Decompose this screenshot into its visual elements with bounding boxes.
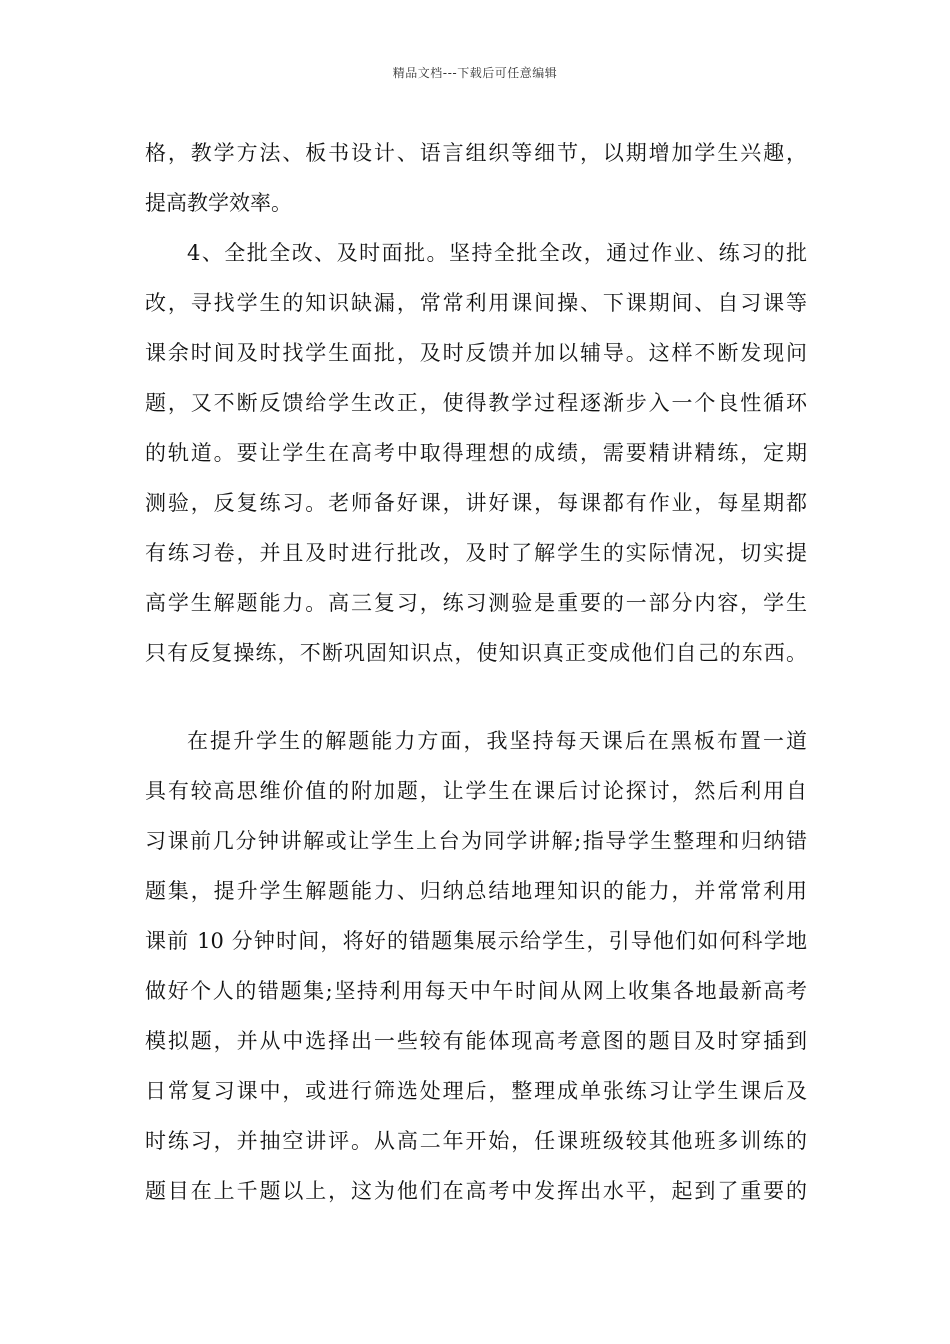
text-line: 题集，提升学生解题能力、归纳总结地理知识的能力，并常常利用 [145, 879, 807, 903]
text-line: 提高教学效率。 [145, 191, 292, 215]
text-line: 习课前几分钟讲解或让学生上台为同学讲解;指导学生整理和归纳错 [145, 829, 807, 853]
text-line: 课前 10 分钟时间，将好的错题集展示给学生，引导他们如何科学地 [145, 929, 807, 953]
paragraph-3 [145, 716, 807, 1216]
text-line: 测验，反复练习。老师备好课，讲好课，每课都有作业，每星期都 [145, 491, 807, 515]
paragraph-1 [145, 128, 807, 228]
text-line: 题目在上千题以上，这为他们在高考中发挥出水平，起到了重要的 [145, 1179, 807, 1203]
text-line: 有练习卷，并且及时进行批改，及时了解学生的实际情况，切实提 [145, 541, 807, 565]
text-line: 时练习，并抽空讲评。从高二年开始，任课班级较其他班多训练的 [145, 1129, 807, 1153]
text-line: 改，寻找学生的知识缺漏，常常利用课间操、下课期间、自习课等 [145, 291, 807, 315]
text-line: 格，教学方法、板书设计、语言组织等细节，以期增加学生兴趣， [145, 141, 807, 165]
text-line: 在提升学生的解题能力方面，我坚持每天课后在黑板布置一道 [187, 729, 807, 753]
text-line: 课余时间及时找学生面批，及时反馈并加以辅导。这样不断发现问 [145, 341, 807, 365]
page-header: 精品文档---下载后可任意编辑 [392, 66, 558, 80]
text-line: 做好个人的错题集;坚持利用每天中午时间从网上收集各地最新高考 [145, 979, 807, 1003]
text-line: 模拟题，并从中选择出一些较有能体现高考意图的题目及时穿插到 [145, 1029, 807, 1053]
text-line: 的轨道。要让学生在高考中取得理想的成绩，需要精讲精练，定期 [145, 441, 807, 465]
paragraph-2 [145, 228, 807, 678]
document-body [145, 128, 807, 1216]
text-line: 高学生解题能力。高三复习，练习测验是重要的一部分内容，学生 [145, 591, 807, 615]
text-line: 日常复习课中，或进行筛选处理后，整理成单张练习让学生课后及 [145, 1079, 807, 1103]
text-line: 只有反复操练，不断巩固知识点，使知识真正变成他们自己的东西。 [145, 641, 807, 665]
text-line: 题，又不断反馈给学生改正，使得教学过程逐渐步入一个良性循环 [145, 391, 807, 415]
text-line: 4、全批全改、及时面批。坚持全批全改，通过作业、练习的批 [187, 241, 807, 265]
paragraph-spacer [145, 678, 807, 716]
text-line: 具有较高思维价值的附加题，让学生在课后讨论探讨，然后利用自 [145, 779, 807, 803]
